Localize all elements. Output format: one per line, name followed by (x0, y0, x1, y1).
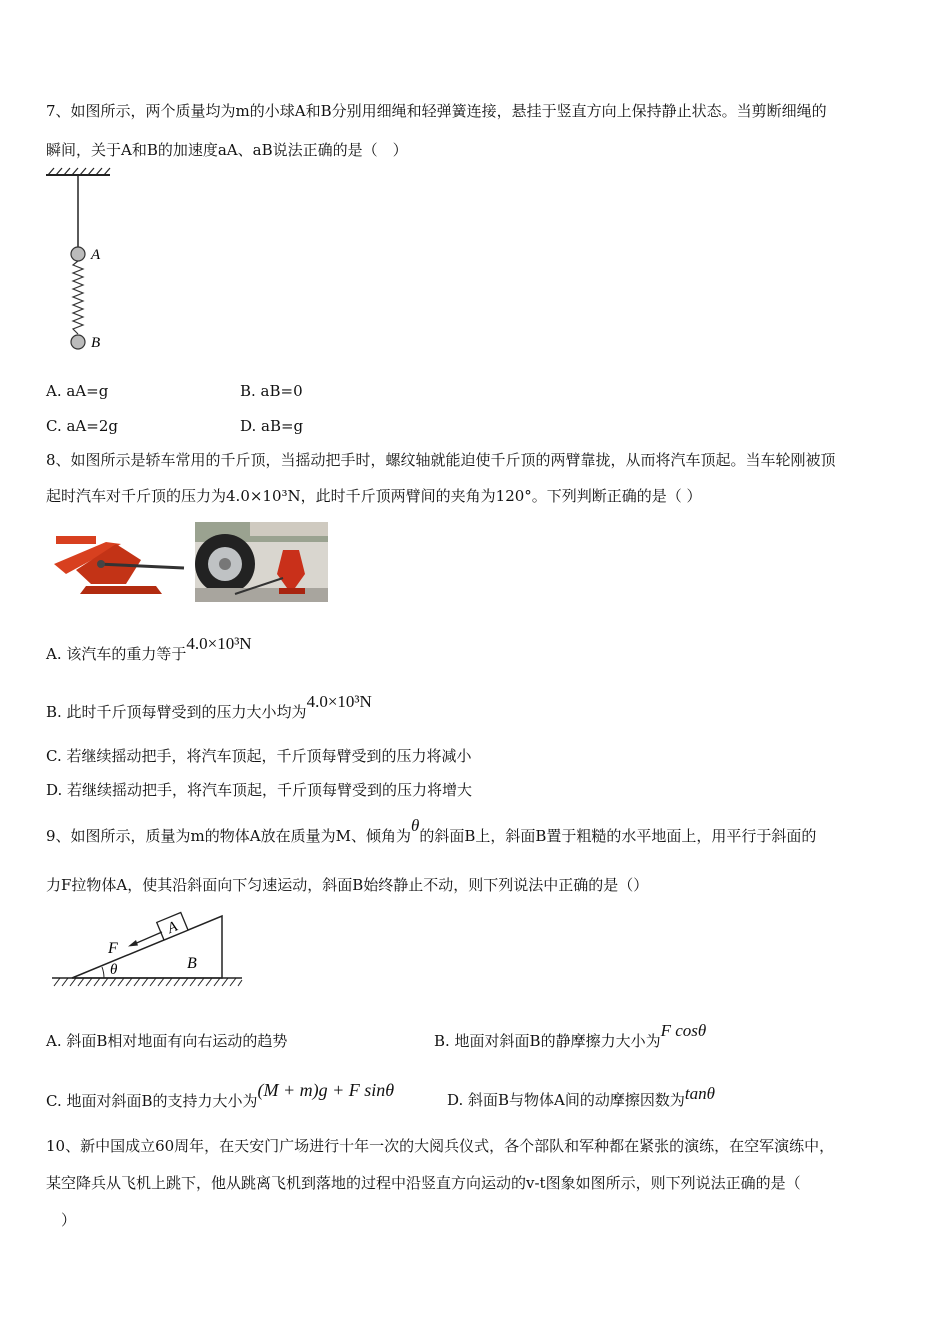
q9-option-a: A. 斜面B相对地面有向右运动的趋势 (46, 1032, 288, 1050)
q9-option-c (46, 1080, 395, 1111)
q8-stem-line2: 起时汽车对千斤顶的压力为4.0×10³N，此时千斤顶两臂间的夹角为120°。下列判断正确的是（ ） (46, 487, 702, 505)
q9-stem-text-b: 的斜面B上，斜面B置于粗糙的水平地面上，用平行于斜面的 (419, 827, 817, 845)
q9-option-c-text: C. 地面对斜面B的支持力大小为 (46, 1092, 258, 1110)
q8-option-a-math: 4.0×10³N (186, 634, 252, 653)
q8-car-jack-photo (195, 522, 328, 602)
q8-option-b-text: B. 此时千斤顶每臂受到的压力大小均为 (46, 703, 307, 721)
q9-option-c-math: (M + m)g + F sinθ (257, 1080, 395, 1100)
q10-stem-line1: 10、新中国成立60周年，在天安门广场进行十年一次的大阅兵仪式，各个部队和军种都在紧张的演练，在空军演练中， (46, 1137, 835, 1155)
q9-option-d-math: tanθ (684, 1084, 715, 1103)
q9-stem-line1 (46, 816, 817, 846)
q8-stem-line1: 8、如图所示是轿车常用的千斤顶，当摇动把手时，螺纹轴就能迫使千斤顶的两臂靠拢，从而将汽车顶起。当车轮刚被顶 (46, 451, 836, 469)
q9-fig-label-a: A (165, 918, 180, 937)
q8-jack-photo (46, 522, 186, 602)
q9-option-d-text: D. 斜面B与物体A间的动摩擦因数为 (447, 1091, 685, 1109)
q7-stem-line2: 瞬间，关于A和B的加速度aA、aB说法正确的是（ ） (46, 141, 408, 159)
q9-stem-text-a: 9、如图所示，质量为m的物体A放在质量为M、倾角为 (46, 827, 411, 845)
q9-option-d (447, 1084, 715, 1110)
q9-stem-line2: 力F拉物体A，使其沿斜面向下匀速运动，斜面B始终静止不动，则下列说法中正确的是（） (46, 876, 649, 894)
q7-label-a: A (91, 247, 101, 263)
q9-option-b (434, 1021, 707, 1051)
q8-option-a (46, 634, 252, 664)
q10-stem-line3: ） (46, 1211, 77, 1229)
q9-incline-figure (46, 908, 246, 996)
q9-fig-label-theta: θ (110, 962, 118, 978)
q8-option-d: D. 若继续摇动把手，将汽车顶起，千斤顶每臂受到的压力将增大 (46, 781, 473, 799)
q8-option-b (46, 692, 372, 722)
q7-option-c: C. aA=2g (46, 417, 118, 435)
q7-option-a: A. aA=g (46, 382, 109, 400)
q7-spring-figure (40, 166, 130, 352)
q7-option-b: B. aB=0 (240, 382, 303, 400)
q9-theta: θ (410, 816, 420, 835)
q8-option-b-math: 4.0×10³N (306, 692, 372, 711)
q7-label-b: B (91, 335, 101, 351)
q8-option-a-text: A. 该汽车的重力等于 (46, 645, 187, 663)
q10-stem-line2: 某空降兵从飞机上跳下，他从跳离飞机到落地的过程中沿竖直方向运动的v-t图象如图所示，则下列说法正确的是（ (46, 1174, 801, 1192)
q7-option-d: D. aB=g (240, 417, 304, 435)
q8-option-c: C. 若继续摇动把手，将汽车顶起，千斤顶每臂受到的压力将减小 (46, 747, 472, 765)
q9-fig-label-f: F (108, 940, 118, 957)
q9-fig-label-b: B (187, 955, 197, 972)
q9-option-b-math: F cosθ (660, 1021, 707, 1040)
q7-stem-line1: 7、如图所示，两个质量均为m的小球A和B分别用细绳和轻弹簧连接，悬挂于竖直方向上保持静止状态。当剪断细绳的 (46, 102, 827, 120)
q9-option-b-text: B. 地面对斜面B的静摩擦力大小为 (434, 1032, 661, 1050)
